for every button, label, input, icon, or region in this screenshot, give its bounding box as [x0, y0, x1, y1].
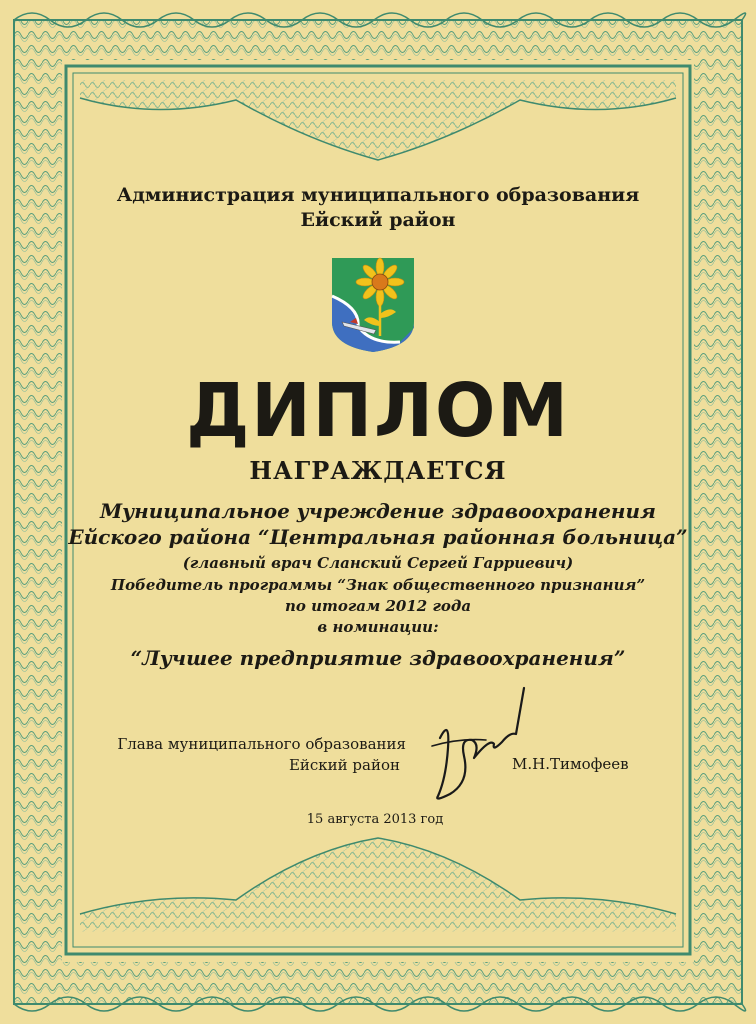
document-title: ДИПЛОМ [186, 368, 570, 454]
awarded-heading: НАГРАЖДАЕТСЯ [249, 456, 507, 485]
issuer-line-1: Администрация муниципального образования [116, 184, 640, 206]
signatory-name: М.Н.Тимофеев [512, 755, 629, 773]
coat-of-arms-icon [330, 256, 416, 354]
signatory-title-line-2: Ейский район [288, 756, 400, 774]
institution-line-1: Муниципальное учреждение здравоохранения [100, 499, 656, 523]
nomination-intro: в номинации: [317, 618, 439, 636]
institution-line-2: Ейского района “Центральная районная больница” [68, 525, 688, 549]
winner-line: Победитель программы “Знак общественного признания” [110, 576, 646, 594]
results-line: по итогам 2012 года [284, 597, 472, 615]
issue-date: 15 августа 2013 год [306, 812, 444, 827]
signatory-title-line-1: Глава муниципального образования [117, 735, 406, 753]
issuer-line-2: Ейский район [300, 209, 456, 231]
head-doctor: (главный врач Сланский Сергей Гарриевич) [182, 554, 574, 572]
nomination-name: “Лучшее предприятие здравоохранения” [130, 646, 626, 670]
handwritten-signature [420, 678, 540, 806]
